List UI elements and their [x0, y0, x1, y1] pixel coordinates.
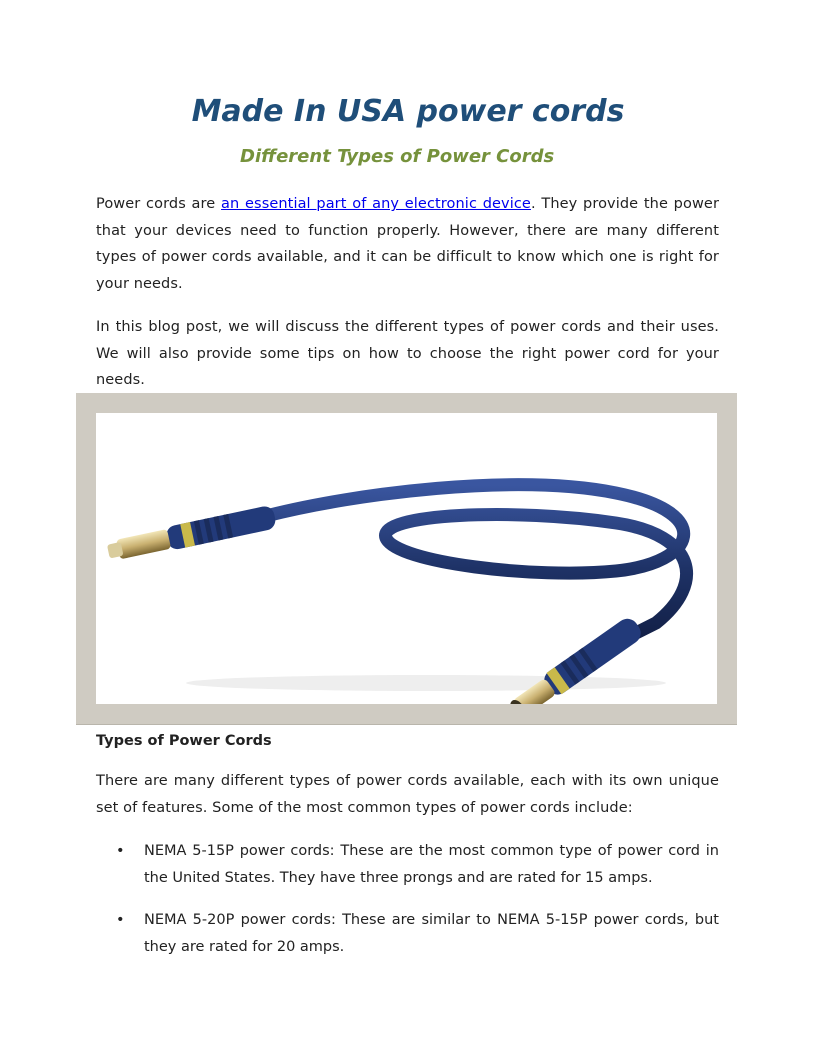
- list-item-text: NEMA 5-20P power cords: These are similar to NEMA 5-15P power cords, but they are rated for 20 amps.: [144, 912, 719, 955]
- list-item-text: NEMA 5-15P power cords: These are the most common type of power cord in the United States. They have three prongs and are rated for 15 amps.: [144, 843, 719, 886]
- page-subtitle: Different Types of Power Cords: [240, 146, 555, 167]
- section-heading-types: Types of Power Cords: [96, 733, 272, 749]
- essential-part-link[interactable]: an essential part of any electronic device: [221, 196, 531, 212]
- blog-overview-paragraph: In this blog post, we will discuss the different types of power cords and their uses. We will also provide some tips on how to choose the right power cord for your needs.: [96, 319, 719, 389]
- intro-text-end: . They provide the power that your devices need to function properly. However, there are many different types of power cords available, and it can be difficult to know which one is right for your needs.: [96, 196, 720, 293]
- page-title: Made In USA power cords: [191, 94, 625, 129]
- image-frame: [76, 393, 737, 725]
- types-intro-paragraph: There are many different types of power cords available, each with its own unique set of features. Some of the most common types of power cords include:: [96, 773, 719, 816]
- power-cord-icon: [96, 413, 717, 704]
- power-cord-image: [96, 413, 717, 704]
- bullet-icon: •: [116, 912, 125, 928]
- bullet-icon: •: [116, 843, 125, 859]
- intro-paragraph: [96, 191, 719, 298]
- intro-text-start: Power cords are: [96, 196, 222, 212]
